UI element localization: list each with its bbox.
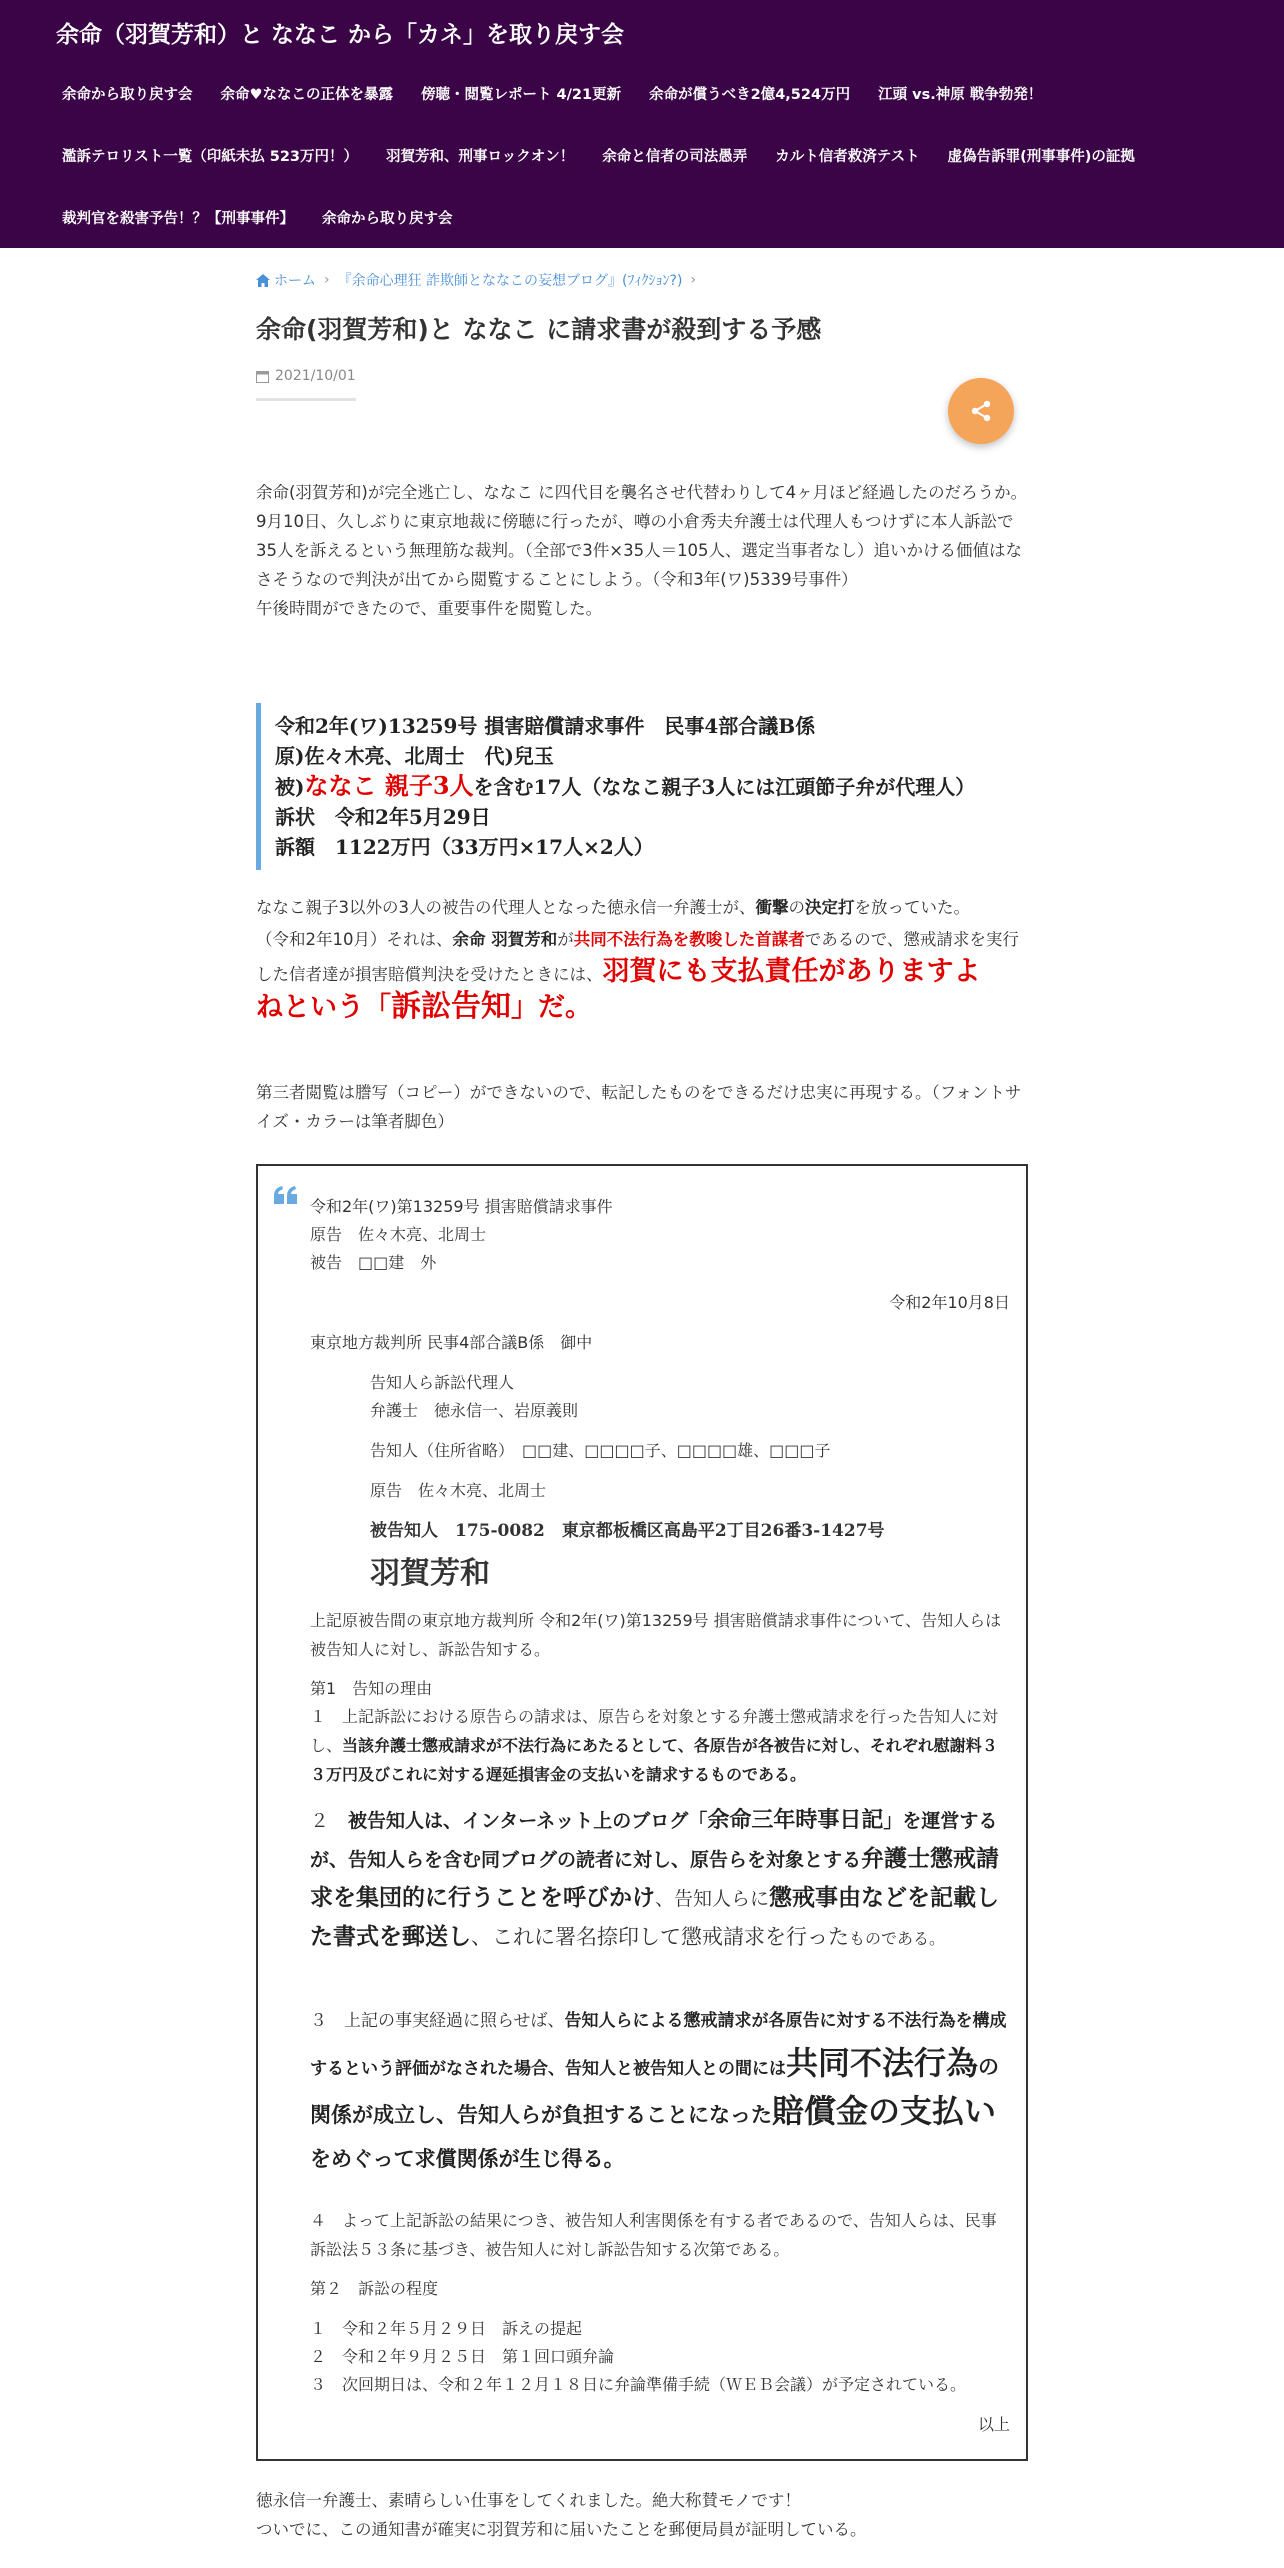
chevron-right-icon: › [690, 272, 697, 288]
case-summary [256, 703, 1028, 870]
doc-section-1: 第1 告知の理由 [310, 1679, 433, 1698]
share-button[interactable] [948, 378, 1014, 444]
nav-row-2 [62, 140, 1135, 170]
quote-icon [274, 1186, 298, 1206]
site-header [0, 0, 1284, 248]
nav-item[interactable]: 余命と信者の司法愚弄 [602, 148, 748, 165]
case-number: 令和2年(ワ)13259号 損害賠償請求事件 民事4部合議B係 [275, 714, 816, 738]
closing-text [256, 2486, 1028, 2544]
nav-item[interactable]: 傍聴・閲覧レポート 4/21更新 [421, 86, 622, 103]
intro-paragraph: 余命(羽賀芳和)が完全逃亡し、ななこ に四代目を襲名させ代替わりして4ヶ月ほど経過したのだろうか。 [256, 483, 1028, 502]
intro-paragraph: 午後時間ができたので、重要事件を閲覧した。 [256, 599, 603, 618]
analysis-paragraph: ななこ親子3以外の3人の被告の代理人となった徳永信一弁護士が、衝撃の決定打を放っていた。 （令和2年10月）それは、余命 羽賀芳和が共同不法行為を教唆した首謀者であるので、懲戒請求を実行した信者達が損害賠償判決を受けたときには、羽賀にも支払責任がありますよ ねという「訴訟告知」だ。 [256, 898, 1019, 1024]
nav-item[interactable]: 濫訴テロリスト一覧（印紙未払 523万円！） [62, 148, 359, 165]
closing-paragraph: 徳永信一弁護士、素晴らしい仕事をしてくれました。絶大称賛モノです！ [256, 2491, 801, 2510]
nav-row-1 [62, 78, 1042, 108]
nav-item[interactable]: 虚偽告訴罪(刑事事件)の証拠 [947, 148, 1135, 165]
doc-notified-name: 羽賀芳和 [370, 1556, 490, 1591]
intro-paragraph: 9月10日、久しぶりに東京地裁に傍聴に行ったが、噂の小倉秀夫弁護士は代理人もつけずに本人訴訟で35人を訴えるという無理筋な裁判。（全部で3件×35人＝105人、選定当事者なし）追いかける価値はなさそうなので判決が出てから閲覧することにしよう。（令和3年(ワ)5339号事件） [256, 512, 1023, 589]
nav-item[interactable]: 余命が償うべき2億4,524万円 [649, 86, 851, 103]
doc-court: 東京地方裁判所 民事4部合議B係 御中 [310, 1333, 593, 1352]
post-title: 余命(羽賀芳和)と ななこ に請求書が殺到する予感 [256, 315, 822, 344]
closing-paragraph: ついでに、この通知書が確実に羽賀芳和に届いたことを郵便局員が証明している。 [256, 2520, 867, 2539]
doc-item-4: ４ よって上記訴訟の結果につき、被告知人利害関係を有する者であるので、告知人らは、民事訴訟法５３条に基づき、被告知人に対し訴訟告知する次第である。 [310, 2211, 997, 2259]
intro-text [256, 478, 1028, 623]
note-paragraph: 第三者閲覧は謄写（コピー）ができないので、転記したものをできるだけ忠実に再現する。（フォントサイズ・カラーは筆者脚色） [256, 1083, 1022, 1131]
doc-item-2: ２ 被告知人は、インターネット上のブログ「余命三年時事日記」を運営するが、告知人らを含む同ブログの読者に対し、原告らを対象とする弁護士懲戒請求を集団的に行うことを呼びかけ、告知人らに懲戒事由などを記載した書式を郵送し、これに署名捺印して懲戒請求を行ったものである。 [310, 1808, 1000, 1950]
doc-item-1: １ 上記訴訟における原告らの請求は、原告らを対象とする弁護士懲戒請求を行った告知人に対し、当該弁護士懲戒請求が不法行為にあたるとして、各原告が各被告に対し、それぞれ慰謝料３３万円及びこれに対する遅延損害金の支払いを請求するものである。 [310, 1707, 999, 1784]
breadcrumb-home-link[interactable]: ホーム [274, 273, 316, 289]
case-amount: 訴額 1122万円（33万円×17人×2人） [275, 835, 654, 859]
nav-item[interactable]: 裁判官を殺害予告！？【刑事事件】 [62, 210, 294, 227]
breadcrumb-category-link[interactable]: 『余命心理狂 詐欺師とななこの妄想ブログ』(ﾌｨｸｼｮﾝ?) [337, 273, 683, 289]
doc-case-title: 令和2年(ワ)第13259号 損害賠償請求事件 [310, 1197, 613, 1216]
doc-section-2: 第２ 訴訟の程度 [310, 2279, 439, 2298]
site-title[interactable]: 余命（羽賀芳和）と ななこ から「カネ」を取り戻す会 [56, 22, 625, 48]
doc-timeline-item: ２ 令和２年９月２５日 第１回口頭弁論 [310, 2347, 615, 2366]
home-icon [256, 274, 270, 287]
doc-timeline-item: １ 令和２年５月２９日 訴えの提起 [310, 2319, 583, 2338]
chevron-right-icon: › [324, 272, 330, 288]
doc-end: 以上 [977, 2415, 1010, 2434]
doc-notifier-agent: 告知人ら訴訟代理人 [370, 1373, 515, 1392]
nav-item[interactable]: 余命から取り戻す会 [322, 210, 453, 227]
post-date [256, 368, 1028, 384]
doc-notified-address: 被告知人 175-0082 東京都板橋区高島平2丁目26番3-1427号 [370, 1521, 885, 1541]
doc-date: 令和2年10月8日 [889, 1293, 1010, 1312]
case-filing-date: 訴状 令和2年5月29日 [275, 805, 491, 829]
nav-item[interactable]: 江頭 vs.神原 戦争勃発！ [878, 86, 1043, 103]
nav-item[interactable]: 羽賀芳和、刑事ロックオン！ [386, 148, 575, 165]
doc-notifiers: 告知人（住所省略） □□建、□□□□子、□□□□雄、□□□子 [370, 1441, 831, 1460]
transcribed-document [256, 1164, 1028, 2461]
doc-intro: 上記原被告間の東京地方裁判所 令和2年(ワ)第13259号 損害賠償請求事件について、告知人らは被告知人に対し、訴訟告知する。 [310, 1611, 1002, 1659]
date-divider [256, 398, 356, 401]
post-date-text: 2021/10/01 [275, 368, 356, 384]
doc-defendants: 被告 □□建 外 [310, 1253, 437, 1272]
nav-item[interactable]: カルト信者救済テスト [775, 148, 920, 165]
case-plaintiffs: 原)佐々木亮、北周士 代)兒玉 [275, 744, 554, 768]
nav-item[interactable]: 余命♥ななこの正体を暴露 [220, 86, 393, 103]
post-header [256, 270, 1028, 401]
calendar-icon [256, 370, 269, 383]
doc-lawyers: 弁護士 徳永信一、岩原義則 [370, 1401, 579, 1420]
doc-plaintiffs-2: 原告 佐々木亮、北周士 [370, 1481, 547, 1500]
doc-plaintiffs: 原告 佐々木亮、北周士 [310, 1225, 487, 1244]
doc-item-3: ３ 上記の事実経過に照らせば、告知人らによる懲戒請求が各原告に対する不法行為を構成するという評価がなされた場合、告知人と被告知人との間には共同不法行為の関係が成立し、告知人らが負担することになった賠償金の支払いをめぐって求償関係が生じ得る。 [310, 2011, 1007, 2171]
nav-item[interactable]: 余命から取り戻す会 [62, 86, 193, 103]
share-icon [969, 399, 993, 423]
breadcrumb [256, 270, 1028, 290]
doc-timeline-item: ３ 次回期日は、令和２年１２月１８日に弁論準備手続（ＷＥＢ会議）が予定されている。 [310, 2375, 967, 2394]
nav-row-3 [62, 202, 453, 232]
case-defendants: 被)ななこ 親子3人を含む17人（ななこ親子3人には江頭節子弁が代理人） [275, 771, 976, 800]
